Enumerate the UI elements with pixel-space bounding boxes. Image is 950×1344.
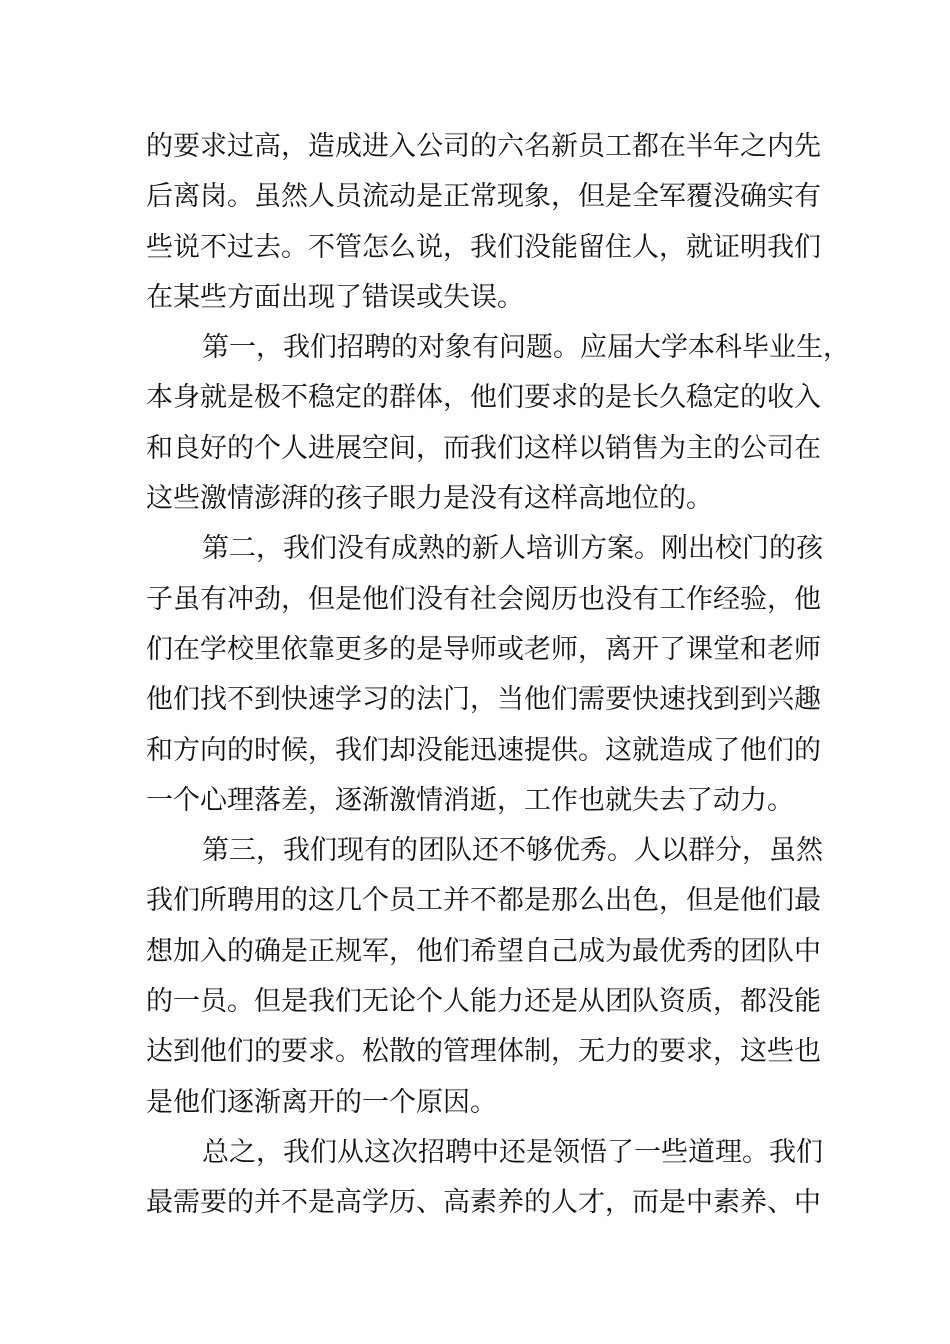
text-line: 子虽有冲劲，但是他们没有社会阅历也没有工作经验，他 [146,583,821,615]
paragraph-first-line: 第三，我们现有的团队还不够优秀。人以群分，虽然 [202,835,823,867]
text-line: 在某些方面出现了错误或失误。 [146,281,524,313]
text-line: 想加入的确是正规军，他们希望自己成为最优秀的团队中 [146,935,821,967]
text-line: 的要求过高，造成进入公司的六名新员工都在半年之内先 [146,131,821,162]
text-line: 一个心理落差，逐渐激情消逝，工作也就失去了动力。 [146,784,794,816]
text-line: 这些激情澎湃的孩子眼力是没有这样高地位的。 [146,483,713,515]
paragraph-first-line: 第一，我们招聘的对象有问题。应届大学本科毕业生， [202,332,850,364]
text-line: 是他们逐渐离开的一个原因。 [146,1086,497,1118]
text-line: 本身就是极不稳定的群体，他们要求的是长久稳定的收入 [146,382,821,414]
text-line: 些说不过去。不管怎么说，我们没能留住人，就证明我们 [146,231,821,263]
text-line: 我们所聘用的这几个员工并不都是那么出色，但是他们最 [146,885,821,917]
text-line: 们在学校里依靠更多的是导师或老师，离开了课堂和老师 [146,633,821,665]
text-line: 达到他们的要求。松散的管理体制，无力的要求，这些也 [146,1036,821,1068]
text-line: 和方向的时候，我们却没能迅速提供。这就造成了他们的 [146,734,821,766]
paragraph-first-line: 第二，我们没有成熟的新人培训方案。刚出校门的孩 [202,533,823,565]
document-body [146,122,850,1229]
text-line: 最需要的并不是高学历、高素养的人才，而是中素养、中 [146,1187,821,1219]
text-line: 后离岗。虽然人员流动是正常现象，但是全军覆没确实有 [146,181,821,213]
text-line: 他们找不到快速学习的法门，当他们需要快速找到到兴趣 [146,684,821,716]
text-line: 和良好的个人进展空间，而我们这样以销售为主的公司在 [146,432,821,464]
paragraph-first-line: 总之，我们从这次招聘中还是领悟了一些道理。我们 [202,1136,823,1168]
text-line: 的一员。但是我们无论个人能力还是从团队资质，都没能 [146,986,821,1018]
